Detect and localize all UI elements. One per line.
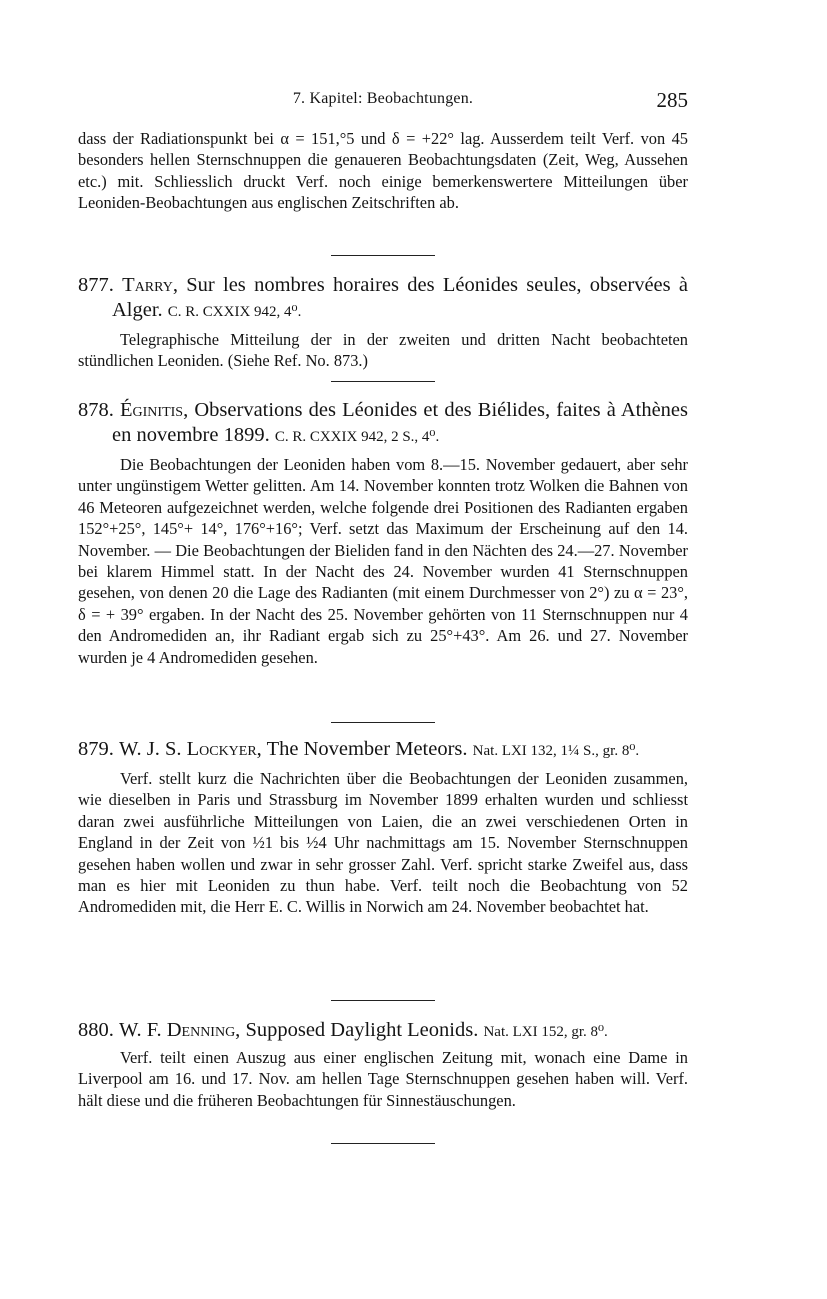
separator-rule — [331, 1000, 435, 1001]
entry-number: 877. — [78, 274, 114, 296]
entry-author: Tarry, — [122, 274, 178, 296]
entry-title: The November Meteors. — [266, 738, 468, 760]
entry-number: 878. — [78, 399, 114, 421]
entry-body: Verf. teilt einen Auszug aus einer englischen Zeitung mit, wonach eine Dame in Liverpool am 16. und 17. Nov. am hellen Tage Sternschnuppen gesehen haben will. Verf. hält diese und die früheren Beobachtungen für Sinnestäuschungen. — [78, 1048, 688, 1110]
separator-rule — [331, 255, 435, 256]
entry-body: Die Beobachtungen der Leoniden haben vom 8.—15. November gedauert, aber sehr unter ungünstigem Wetter gelitten. Am 14. November konnten trotz Wolken die Bahnen von 46 Meteoren aufgezeichnet werden, welche folgende drei Positionen des Radianten ergaben 152°+25°, 145°+ 14°, 176°+16°; Verf. setzt das Maximum der Erscheinung auf den 14. November. — Die Beobachtungen der Bieliden fand in den Nächten des 24.—27. November bei klarem Himmel statt. In der Nacht des 24. November wurden 41 Sternschnuppen gesehen, von denen 20 die Lage des Radianten (mit einem Durchmesser von 2°) zu α = 23°, δ = + 39° ergaben. In der Nacht des 25. November gehörten von 11 Sternschnuppen nur 4 den Andromediden an, ihr Radiant ergab sich zu 25°+43°. Am 26. und 27. November wurden je 4 Andromediden gesehen. — [78, 455, 688, 667]
running-header — [78, 88, 688, 112]
entry-number: 880. — [78, 1019, 114, 1041]
entry-citation: Nat. LXI 132, 1¼ S., gr. 8⁰. — [472, 743, 640, 759]
entry-title: Supposed Daylight Leonids. — [245, 1019, 479, 1041]
entry-879 — [78, 737, 688, 918]
entry-body: Verf. stellt kurz die Nachrichten über die Beobachtungen der Leoniden zusammen, wie dieselben in Paris und Strassburg im November 1899 erhalten wurden und schliesst daran zwei ausführliche Mitteilungen von Laien, die an zwei verschiedenen Orten in England in der Zeit von ½1 bis ½4 Uhr nachmittags am 15. November Sternschnuppen gesehen haben wollen und zwar in sehr grosser Zahl. Verf. spricht starke Zweifel aus, dass man es hier mit Leoniden zu thun habe. Verf. teilt noch die Beobachtung von 52 Andromediden mit, die Herr E. C. Willis in Norwich am 24. November beobachtet hat. — [78, 769, 688, 917]
entry-heading — [78, 737, 688, 764]
entry-heading — [78, 273, 688, 325]
entry-citation: C. R. CXXIX 942, 4⁰. — [167, 304, 302, 320]
entry-877 — [78, 273, 688, 372]
entry-880 — [78, 1018, 688, 1111]
entry-citation: C. R. CXXIX 942, 2 S., 4⁰. — [274, 429, 440, 445]
entry-title: Sur les nombres horaires des Léonides seules, observées à Alger. — [112, 274, 689, 321]
entry-body: Telegraphische Mitteilung der in der zweiten und dritten Nacht beobachteten stündlichen Leoniden. (Siehe Ref. No. 873.) — [78, 330, 688, 371]
entry-author: Éginitis, — [120, 399, 189, 421]
entry-citation: Nat. LXI 152, gr. 8⁰. — [483, 1024, 608, 1040]
separator-rule — [331, 1143, 435, 1144]
entry-author: W. J. S. Lockyer, — [119, 738, 262, 760]
separator-rule — [331, 722, 435, 723]
continuation-paragraph — [78, 128, 688, 214]
page-number: 285 — [656, 88, 688, 112]
continuation-text: dass der Radiationspunkt bei α = 151,°5 und δ = +22° lag. Ausserdem teilt Verf. von 45 besonders hellen Sternschnuppen die genaueren Beobachtungsdaten (Zeit, Weg, Aussehen etc.) mit. Schliesslich druckt Verf. noch einige bemerkenswertere Mitteilungen über Leoniden-Beobachtungen aus englischen Zeitschriften ab. — [78, 129, 688, 213]
entry-heading — [78, 1018, 688, 1045]
entry-number: 879. — [78, 738, 114, 760]
separator-rule — [331, 381, 435, 382]
entry-title: Observations des Léonides et des Biélides, faites à Athènes en novembre 1899. — [112, 399, 689, 446]
entry-author: W. F. Denning, — [119, 1019, 241, 1041]
running-title: 7. Kapitel: Beobachtungen. — [292, 90, 474, 107]
entry-heading — [78, 398, 688, 450]
entry-878 — [78, 398, 688, 668]
